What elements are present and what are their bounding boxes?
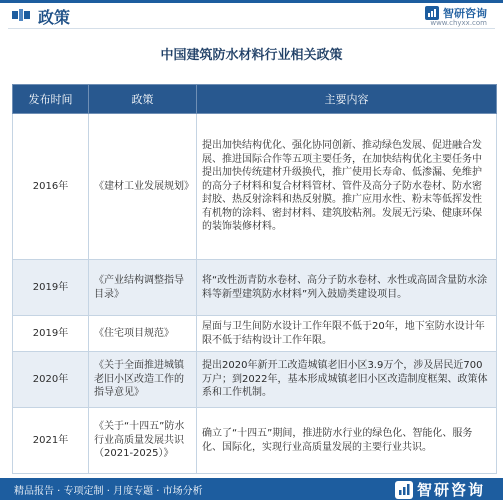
column-header-policy: 政策 bbox=[89, 85, 197, 114]
cell-policy: 《建材工业发展规划》 bbox=[89, 114, 197, 260]
cell-time: 2020年 bbox=[13, 352, 89, 408]
table-row bbox=[13, 352, 497, 408]
footer-bar bbox=[0, 478, 503, 500]
top-accent-line bbox=[0, 0, 503, 3]
table-title: 中国建筑防水材料行业相关政策 bbox=[160, 48, 343, 63]
section-title: 政策 bbox=[38, 8, 71, 27]
top-bar bbox=[0, 0, 503, 30]
cell-time: 2021年 bbox=[13, 408, 89, 474]
cell-content: 将“改性沥青防水卷材、高分子防水卷材、水性或高固含量防水涂料等新型建筑防水材料”列入鼓励类建设项目。 bbox=[197, 260, 497, 316]
column-header-time: 发布时间 bbox=[13, 85, 89, 114]
cell-content: 提出加快结构优化、强化协同创新、推动绿色发展、促进融合发展、推进国际合作等五项主要任务，在加快结构优化主要任务中提出加快传统建材升级换代，推广使用长寿命、低渗漏、免维护的高分子材料和复合材料管材、管件及高分子防水卷材、防水密封胶、热反射涂料和热反射膜。推广应用水性、粉末等低挥发性有机物的涂料、密封材料、建筑胶粘剂。发展无污染、健康环保的装饰装修材料。 bbox=[197, 114, 497, 260]
policy-table bbox=[12, 84, 497, 474]
cell-policy: 《产业结构调整指导目录》 bbox=[89, 260, 197, 316]
cell-content: 确立了“十四五”期间，推进防水行业的绿色化、智能化、服务化、国际化，实现行业高质量发展的主要行业共识。 bbox=[197, 408, 497, 474]
header-divider bbox=[8, 28, 495, 29]
cell-time: 2019年 bbox=[13, 260, 89, 316]
footer-services: 精品报告 · 专项定制 · 月度专题 · 市场分析 bbox=[14, 486, 203, 497]
footer-brand-name: 智研咨询 bbox=[416, 481, 485, 499]
footer-logo-icon bbox=[395, 481, 413, 499]
cell-content: 屋面与卫生间防水设计工作年限不低于20年，地下室防水设计年限不低于结构设计工作年限。 bbox=[197, 316, 497, 352]
cell-policy: 《关于“十四五”防水行业高质量发展共识（2021-2025）》 bbox=[89, 408, 197, 474]
table-row bbox=[13, 316, 497, 352]
table-row bbox=[13, 114, 497, 260]
brand-logo-icon bbox=[425, 6, 439, 20]
cell-time: 2016年 bbox=[13, 114, 89, 260]
cell-time: 2019年 bbox=[13, 316, 89, 352]
cell-policy: 《关于全面推进城镇老旧小区改造工作的指导意见》 bbox=[89, 352, 197, 408]
brand-name: 智研咨询 bbox=[443, 7, 487, 20]
column-header-content: 主要内容 bbox=[197, 85, 497, 114]
brand-url[interactable]: www.chyxx.com bbox=[430, 19, 487, 27]
table-row bbox=[13, 408, 497, 474]
footer-brand[interactable] bbox=[395, 479, 485, 500]
section-marker-icon bbox=[12, 8, 30, 22]
table-header-row bbox=[13, 85, 497, 114]
cell-content: 提出2020年新开工改造城镇老旧小区3.9万个，涉及居民近700万户；到2022年，基本形成城镇老旧小区改造制度框架、政策体系和工作机制。 bbox=[197, 352, 497, 408]
cell-policy: 《住宅项目规范》 bbox=[89, 316, 197, 352]
table-row bbox=[13, 260, 497, 316]
